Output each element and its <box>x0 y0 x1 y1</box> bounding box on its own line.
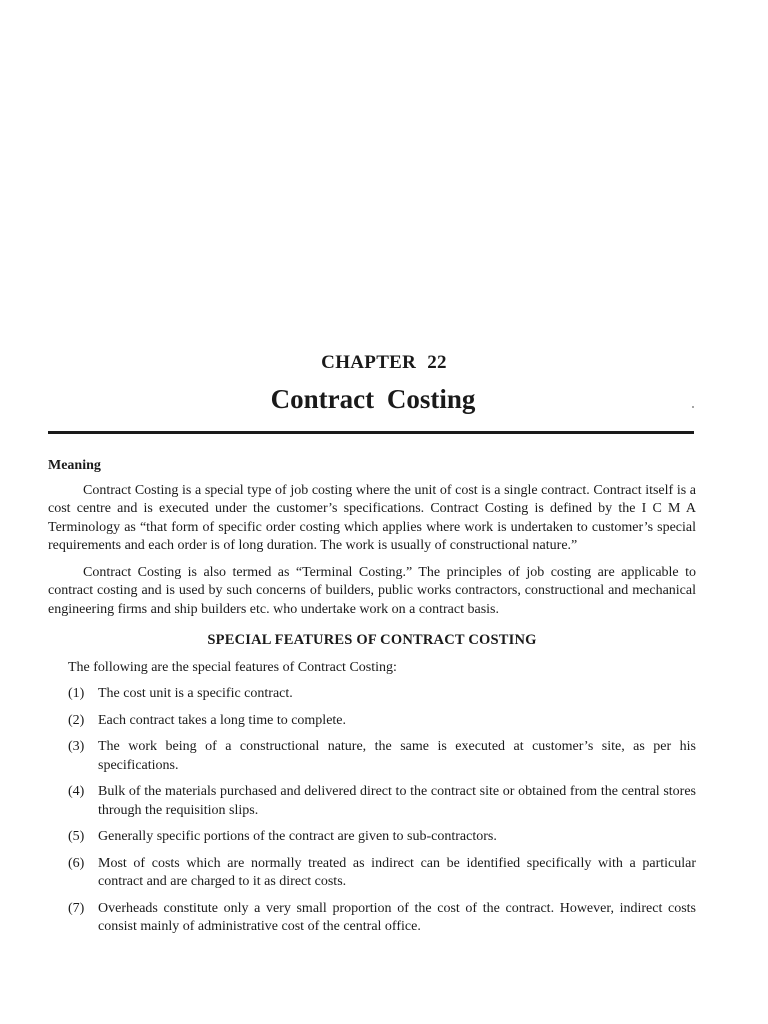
feature-number: (2) <box>68 712 85 728</box>
meaning-paragraph-1: Contract Costing is a special type of job costing where the unit of cost is a single contract. Contract itself is a cost centre and is executed under the customer’s specifications. Contract Costing is defined by the I C M A Terminology as “that form of specific order costing which applies where work is undertaken to customer’s special requirements and each order is of long duration. The work is usually of constructional nature.” <box>48 482 696 553</box>
feature-item <box>48 783 696 820</box>
special-features-intro: The following are the special features of Contract Costing: <box>68 659 397 675</box>
feature-item <box>48 855 696 892</box>
feature-item <box>48 738 696 775</box>
feature-item <box>48 685 696 704</box>
chapter-title: Contract Costing <box>270 384 476 414</box>
feature-number: (1) <box>68 686 85 701</box>
meaning-heading: Meaning <box>48 458 101 473</box>
feature-number: (5) <box>68 829 85 844</box>
feature-text: Most of costs which are normally treated as indirect can be identified specifically with a particular contract and are charged to it as direct costs. <box>98 855 696 889</box>
special-features-heading: SPECIAL FEATURES OF CONTRACT COSTING <box>207 632 537 648</box>
special-features-list <box>48 685 696 937</box>
meaning-paragraph-2: Contract Costing is also termed as “Terminal Costing.” The principles of job costing are applicable to contract costing and is used by such concerns of builders, public works contractors, constructional and mechanical engineering firms and ship builders etc. who undertake work on a contract basis. <box>48 564 696 617</box>
title-rule <box>48 431 694 434</box>
feature-text: Bulk of the materials purchased and delivered direct to the contract site or obtained from the central stores through the requisition slips. <box>98 784 696 818</box>
feature-number: (4) <box>68 784 85 799</box>
page-body <box>48 457 696 945</box>
feature-text: Each contract takes a long time to complete. <box>98 712 347 728</box>
feature-text: The cost unit is a specific contract. <box>98 686 293 701</box>
scan-speck <box>692 406 694 408</box>
feature-number: (7) <box>68 900 85 916</box>
feature-item <box>48 900 696 937</box>
feature-text: Overheads constitute only a very small proportion of the cost of the contract. However, indirect costs consist mainly of administrative cost of the central office. <box>98 900 696 934</box>
feature-text: The work being of a constructional nature, the same is executed at customer’s site, as per his specifications. <box>98 739 696 773</box>
feature-number: (6) <box>68 855 85 871</box>
chapter-label: CHAPTER 22 <box>321 352 447 373</box>
feature-item <box>48 712 696 731</box>
feature-text: Generally specific portions of the contract are given to sub-contractors. <box>98 829 497 844</box>
feature-number: (3) <box>68 739 85 754</box>
feature-item <box>48 828 696 847</box>
